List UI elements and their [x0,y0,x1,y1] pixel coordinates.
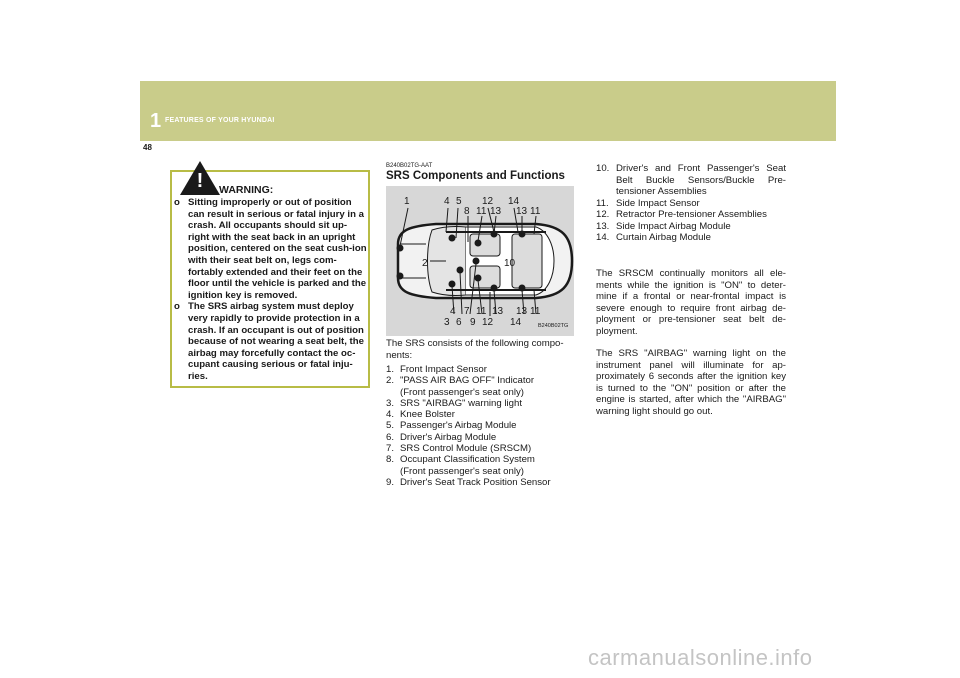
item-text: Occupant Classification System [400,454,535,466]
list-item [596,232,786,244]
list-item [596,209,786,221]
item-number: 14. [596,232,610,243]
page-number: 48 [143,143,152,152]
item-text: Retractor Pre-tensioner Assemblies [616,209,767,220]
item-subtext: (Front passenger's seat only) [400,386,524,398]
item-text: Side Impact Airbag Module [616,220,731,232]
item-text: Side Impact Sensor [616,197,700,209]
callout-10: 10 [504,258,516,269]
item-subtext: (Front passenger's seat only) [400,465,524,477]
list-item [596,221,786,233]
list-item [386,443,578,454]
list-item [386,477,578,488]
callout-5: 5 [456,196,462,207]
exclamation-icon: ! [196,170,204,192]
item-text: Front Impact Sensor [400,364,487,375]
callout-6: 6 [456,317,462,328]
warning-item [174,301,368,382]
item-text: Curtain Airbag Module [616,232,711,243]
list-item [386,432,578,443]
item-text: Driver's and Front Passenger's Seat Belt Buckle Sensors/Buckle Pre-tensioner Assemblies [616,163,786,197]
item-number: 11. [596,197,609,209]
callout-12-bottom: 12 [482,317,494,328]
callout-2: 2 [422,258,428,269]
callout-7: 7 [464,306,470,317]
car-top-view [386,186,574,336]
list-item [596,163,786,198]
srscm-paragraph: The SRSCM continually monitors all ele-ments while the ignition is "ON" to deter-mine if a frontal or near-frontal impact is severe enough to require front airbag de-ployment or pre-tensioner seat belt de-ployment. [596,268,786,337]
figure-code: B240B02TG [538,323,569,329]
callout-9: 9 [470,317,476,328]
item-number: 3. [386,397,395,409]
item-number: 1. [386,364,395,375]
callout-11-bottom-a: 11 [476,306,487,317]
component-list-continued [596,163,786,244]
chapter-title: FEATURES OF YOUR HYUNDAI [165,117,275,124]
section-title: SRS Components and Functions [386,170,565,182]
item-number: 6. [386,431,395,443]
section-code: B240B02TG-AAT [386,163,433,169]
warning-item-text: Sitting improperly or out of position can result in serious or fatal injury in a crash. All occupants should sit up-right with the seat back in an upright position, centered on the seat cush-ion with their seat belt on, legs com-fortably extended and their feet on the floor until the vehicle is parked and the ignition key is removed. [188,197,367,301]
list-item [386,409,578,420]
item-number: 10. [596,163,610,174]
item-number: 2. [386,375,395,387]
item-number: 7. [386,443,395,455]
item-number: 5. [386,420,395,432]
callout-12-top: 12 [482,196,494,207]
chapter-number: 1 [150,110,162,132]
callout-1: 1 [404,196,410,207]
item-number: 8. [386,454,395,466]
intro-text: The SRS consists of the following compo-nents: [386,338,564,361]
list-item [386,420,578,431]
callout-3: 3 [444,317,450,328]
callout-11-bottom-b: 11 [530,306,541,317]
callout-13-top-a: 13 [490,206,502,217]
item-number: 13. [596,220,610,232]
warning-title: WARNING: [219,184,274,196]
item-text: Driver's Airbag Module [400,431,497,443]
warning-item-text: The SRS airbag system must deploy very rapidly to provide protection in a crash. If an occupant is out of position because of not wearing a seat belt, the airbag may forcefully contact the oc-cupant causing serious or fatal inju-ries. [188,301,364,382]
callout-11-top-b: 11 [530,206,541,217]
list-item [386,364,578,375]
list-item [386,375,578,398]
list-item [386,398,578,409]
item-number: 12. [596,209,610,220]
item-text: SRS "AIRBAG" warning light [400,397,522,409]
watermark: carmanualsonline.info [588,645,813,670]
callout-14-top: 14 [508,196,520,207]
list-item [596,198,786,210]
item-text: Driver's Seat Track Position Sensor [400,476,551,488]
callout-8: 8 [464,206,470,217]
callout-4-top: 4 [444,196,450,207]
callout-4-bottom: 4 [450,306,456,317]
callout-11-top-a: 11 [476,206,487,217]
item-number: 4. [386,409,395,421]
item-text: Knee Bolster [400,409,455,421]
warning-list [174,197,368,383]
callout-14-bottom: 14 [510,317,522,328]
warning-bullet: o [174,301,180,313]
warning-bullet: o [174,197,180,208]
item-text: SRS Control Module (SRSCM) [400,443,532,455]
callout-13-bottom-b: 13 [516,306,528,317]
item-number: 9. [386,476,395,488]
component-list [386,364,578,488]
callout-13-bottom-a: 13 [492,306,504,317]
chapter-header-band [140,81,836,141]
warning-light-paragraph: The SRS "AIRBAG" warning light on the instrument panel will illuminate for ap-proximately 6 seconds after the ignition key is turned to the "ON" position or after the engine is started, after which the "AIRBAG" warning light should go out. [596,348,786,417]
item-text: Passenger's Airbag Module [400,420,517,432]
item-text: "PASS AIR BAG OFF" Indicator [400,375,535,387]
srs-diagram [386,186,574,336]
callout-13-top-b: 13 [516,206,528,217]
warning-item [174,197,368,301]
list-item [386,454,578,477]
